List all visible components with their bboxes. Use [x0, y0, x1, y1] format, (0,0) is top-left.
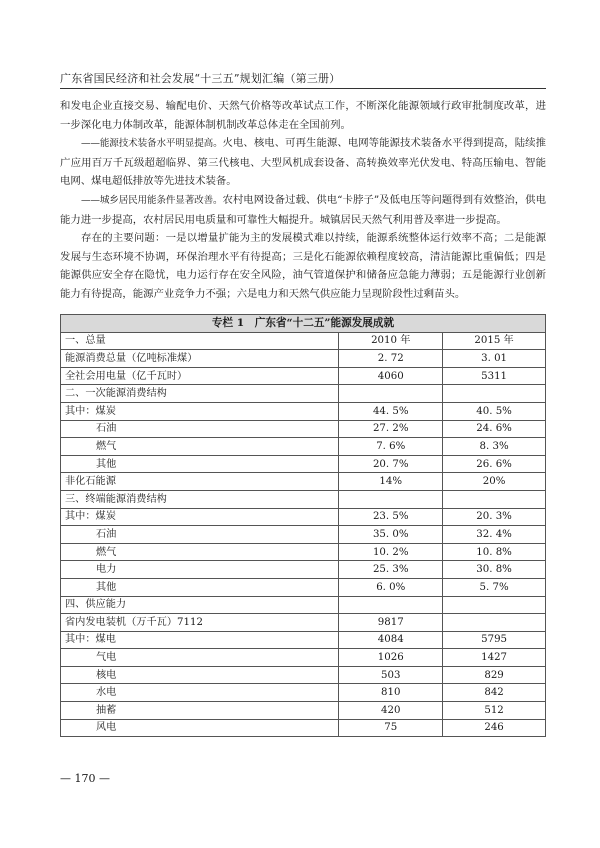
table-row	[61, 578, 546, 596]
value-2015: 2015 年	[443, 332, 546, 350]
page-header: 广东省国民经济和社会发展“十三五”规划汇编（第三册）	[60, 72, 341, 85]
value-2015: 32. 4%	[443, 526, 546, 544]
row-label: 全社会用电量（亿千瓦时）	[61, 367, 339, 385]
energy-achievements-table	[60, 314, 546, 737]
value-2010: 503	[339, 666, 443, 684]
table-title: 专栏 1 广东省“十二五”能源发展成就	[61, 315, 546, 333]
table-row	[61, 455, 546, 473]
value-2015: 30. 8%	[443, 561, 546, 579]
value-2010: 25. 3%	[339, 561, 443, 579]
table-row	[61, 543, 546, 561]
value-2010: 44. 5%	[339, 402, 443, 420]
table-row	[61, 473, 546, 491]
paragraph-3-body: 农村电网设备过载、供电“卡脖子”及低电压等问题得到有效整治，供电能力进一步提高，农村居民用电质量和可靠性大幅提升。城镇居民天然气利用普及率进一步提高。	[60, 193, 546, 226]
table-row	[61, 420, 546, 438]
paragraph-2	[60, 134, 546, 191]
row-label: 电力	[61, 561, 339, 579]
value-2015: 829	[443, 666, 546, 684]
table-row	[61, 684, 546, 702]
value-2010: 75	[339, 719, 443, 737]
value-2015: 512	[443, 702, 546, 720]
row-label: 石油	[61, 420, 339, 438]
paragraph-3-lead: ——城乡居民用能条件显著改善。	[81, 194, 223, 206]
row-label: 二、一次能源消费结构	[61, 385, 339, 403]
value-2010: 4084	[339, 631, 443, 649]
row-label: 气电	[61, 649, 339, 667]
paragraph-4: 存在的主要问题：一是以增量扩能为主的发展模式难以持续，能源系统整体运行效率不高；二是能源发展与生态环境不协调，环保治理水平有待提高；三是化石能源依赖程度较高，清洁能源比重偏低；四是能源供应安全存在隐忧，电力运行存在安全风险，油气管道保护和储备应急能力薄弱；五是能源行业创新能力有待提高，能源产业竞争力不强；六是电力和天然气供应能力呈现阶段性过剩苗头。	[60, 232, 546, 300]
value-2010	[339, 596, 443, 614]
value-2010: 2. 72	[339, 350, 443, 368]
value-2010	[339, 385, 443, 403]
row-label: 其中：煤炭	[61, 508, 339, 526]
value-2015: 5. 7%	[443, 578, 546, 596]
row-label: 燃气	[61, 438, 339, 456]
row-label: 其他	[61, 455, 339, 473]
table-row	[61, 666, 546, 684]
table-row	[61, 614, 546, 632]
value-2015: 8. 3%	[443, 438, 546, 456]
value-2010: 10. 2%	[339, 543, 443, 561]
table-row	[61, 438, 546, 456]
table-row	[61, 702, 546, 720]
value-2015: 20. 3%	[443, 508, 546, 526]
table-row	[61, 526, 546, 544]
row-label: 风电	[61, 719, 339, 737]
value-2015: 26. 6%	[443, 455, 546, 473]
value-2010: 4060	[339, 367, 443, 385]
table-row	[61, 508, 546, 526]
table-title-row	[61, 315, 546, 333]
value-2010: 23. 5%	[339, 508, 443, 526]
value-2010: 420	[339, 702, 443, 720]
value-2015: 1427	[443, 649, 546, 667]
row-label: 核电	[61, 666, 339, 684]
value-2015	[443, 614, 546, 632]
row-label: 水电	[61, 684, 339, 702]
value-2015: 20%	[443, 473, 546, 491]
value-2015: 10. 8%	[443, 543, 546, 561]
value-2015: 24. 6%	[443, 420, 546, 438]
paragraph-1: 和发电企业直接交易、输配电价、天然气价格等改革试点工作，不断深化能源领域行政审批制度改革，进一步深化电力体制改革，能源体制机制改革总体走在全国前列。	[60, 100, 546, 131]
value-2010: 35. 0%	[339, 526, 443, 544]
value-2010: 1026	[339, 649, 443, 667]
value-2010: 9817	[339, 614, 443, 632]
value-2015	[443, 490, 546, 508]
table-row	[61, 385, 546, 403]
row-label: 抽蓄	[61, 702, 339, 720]
header-divider	[60, 88, 546, 89]
value-2010: 2010 年	[339, 332, 443, 350]
table-row	[61, 367, 546, 385]
table-row	[61, 350, 546, 368]
row-label: 其他	[61, 578, 339, 596]
value-2010: 20. 7%	[339, 455, 443, 473]
paragraph-3	[60, 191, 546, 229]
row-label: 非化石能源	[61, 473, 339, 491]
paragraph-2-lead: ——能源技术装备水平明显提高。	[81, 138, 223, 150]
value-2015: 842	[443, 684, 546, 702]
table-row	[61, 490, 546, 508]
value-2010: 27. 2%	[339, 420, 443, 438]
row-label: 燃气	[61, 543, 339, 561]
row-label: 能源消费总量（亿吨标准煤）	[61, 350, 339, 368]
value-2010: 7. 6%	[339, 438, 443, 456]
row-label: 省内发电装机（万千瓦）7112	[61, 614, 339, 632]
value-2015	[443, 596, 546, 614]
page-number: — 170 —	[60, 772, 110, 785]
table-row	[61, 332, 546, 350]
value-2015: 246	[443, 719, 546, 737]
row-label: 三、终端能源消费结构	[61, 490, 339, 508]
paragraph-2-body: 火电、核电、可再生能源、电网等能源技术装备水平得到提高，陆续推广应用百万千瓦级超超临界、第三代核电、大型风机成套设备、高转换效率光伏发电、特高压输电、智能电网、煤电超低排放等先进技术装备。	[60, 137, 547, 188]
value-2010	[339, 490, 443, 508]
value-2015: 5311	[443, 367, 546, 385]
value-2015	[443, 385, 546, 403]
table-row	[61, 596, 546, 614]
value-2015: 3. 01	[443, 350, 546, 368]
table-row	[61, 631, 546, 649]
value-2010: 14%	[339, 473, 443, 491]
row-label: 石油	[61, 526, 339, 544]
row-label: 一、总量	[61, 332, 339, 350]
table-row	[61, 402, 546, 420]
value-2010: 6. 0%	[339, 578, 443, 596]
table-row	[61, 561, 546, 579]
row-label: 其中：煤电	[61, 631, 339, 649]
row-label: 四、供应能力	[61, 596, 339, 614]
value-2010: 810	[339, 684, 443, 702]
row-label: 其中：煤炭	[61, 402, 339, 420]
table-body	[61, 315, 546, 737]
value-2015: 40. 5%	[443, 402, 546, 420]
value-2015: 5795	[443, 631, 546, 649]
table-row	[61, 719, 546, 737]
table-row	[61, 649, 546, 667]
body-text	[60, 97, 546, 304]
